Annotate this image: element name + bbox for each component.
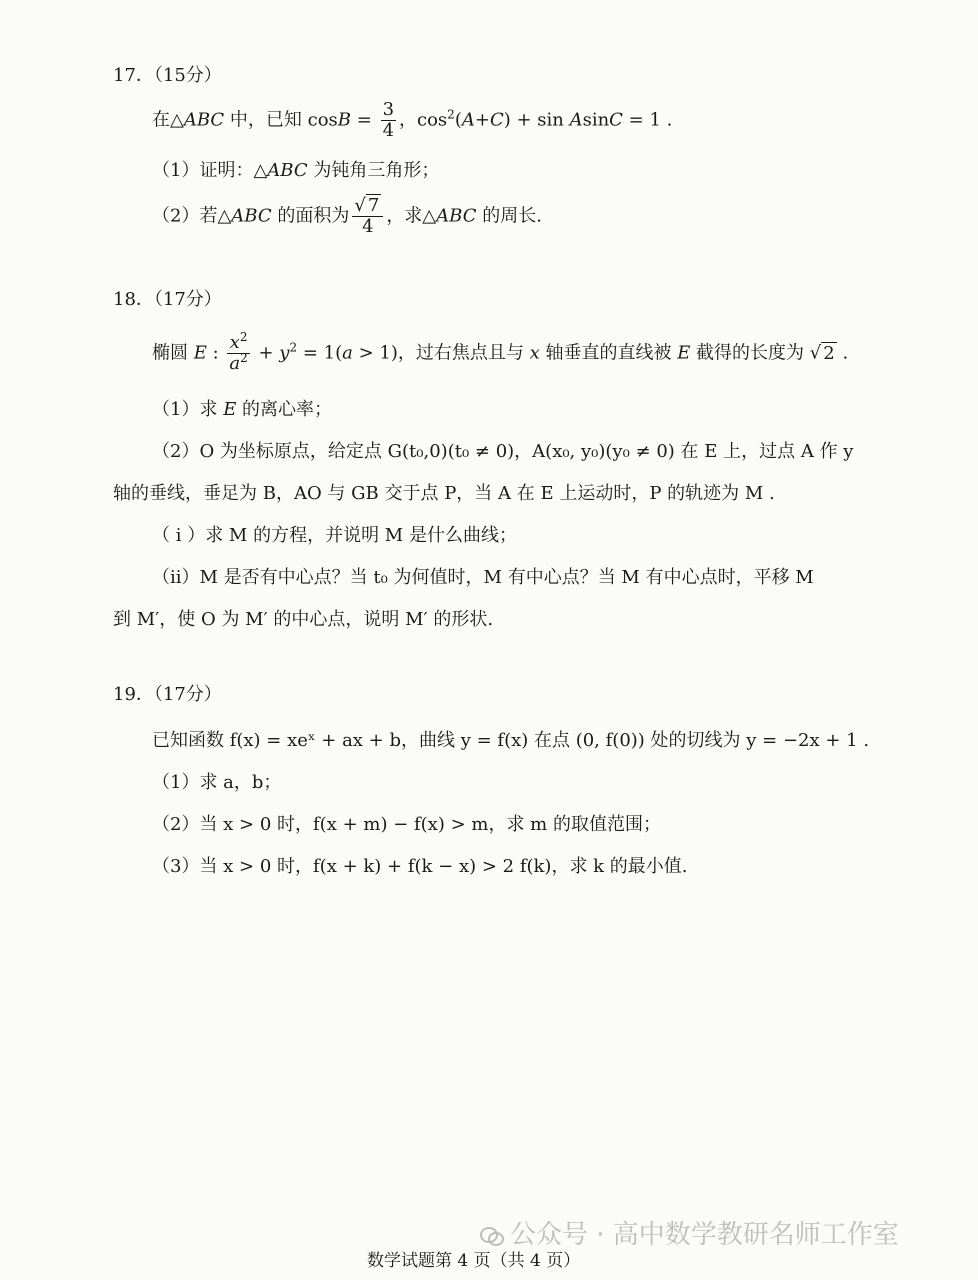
q18-stem: 椭圆 E : $\frac{x^2}{a^2}$ + $y^2 = 1(a > 1)$，过右焦点且与 x 轴垂直的直线被 E 截得的长度为 √ 2 . — [152, 330, 849, 374]
q18-part1: （1）求 E 的离心率； — [152, 399, 333, 420]
q19-part2: （2）当 x > 0 时，f(x + m) − f(x) > m，求 m 的取值范围； — [152, 814, 661, 835]
page-footer: 数学试题第 4 页（共 4 页） — [367, 1251, 581, 1271]
q17-fraction: $\frac{3}{4}$ — [382, 99, 395, 141]
q18-part2-ii-line2: 到 M′，使 O 为 M′ 的中心点，说明 M′ 的形状. — [113, 609, 494, 630]
watermark-text: 公众号 · 高中数学教研名师工作室 — [510, 1220, 899, 1250]
q18-part2-line2: 轴的垂线，垂足为 B，AO 与 GB 交于点 P，当 A 在 E 上运动时，P 的轨迹为 M . — [113, 483, 775, 504]
q18-part2-ii-line1: （ii）M 是否有中心点？当 t₀ 为何值时，M 有中心点？当 M 有中心点时，平移 M — [152, 567, 814, 588]
q17-part2: （2）若△ABC 的面积为 $\frac{√ 7}{4}$ ，求△ABC 的周长. — [152, 195, 542, 237]
q17-stem: 在△ABC 中，已知 cosB = $\frac{3}{4}$ ，$\cos^2(A+C) + \sin AsinC = 1$ . — [152, 99, 673, 141]
q17-part1: （1）证明：△ABC 为钝角三角形； — [152, 160, 440, 181]
q17-area-fraction: $\frac{√ 7}{4}$ — [352, 196, 383, 237]
q19-part1: （1）求 a，b； — [152, 772, 282, 793]
q19-header: 19．（17分） — [113, 684, 222, 705]
q19-part3: （3）当 x > 0 时，f(x + k) + f(k − x) > 2 f(k)，求 k 的最小值. — [152, 856, 688, 877]
q19-stem: 已知函数 f(x) = xeˣ + ax + b，曲线 y = f(x) 在点 (0, f(0)) 处的切线为 y = −2x + 1 . — [152, 730, 870, 751]
q18-part2-i: （ i ）求 M 的方程，并说明 M 是什么曲线； — [152, 525, 517, 546]
wechat-icon — [480, 1225, 504, 1247]
q18-part2-line1: （2）O 为坐标原点，给定点 G(t₀,0)(t₀ ≠ 0)，A(x₀, y₀)(y₀ ≠ 0) 在 E 上，过点 A 作 y — [152, 441, 854, 462]
q17-header: 17．（15分） — [113, 65, 222, 86]
q18-fraction: $\frac{x^2}{a^2}$ — [229, 330, 248, 374]
q18-header: 18．（17分） — [113, 289, 222, 310]
